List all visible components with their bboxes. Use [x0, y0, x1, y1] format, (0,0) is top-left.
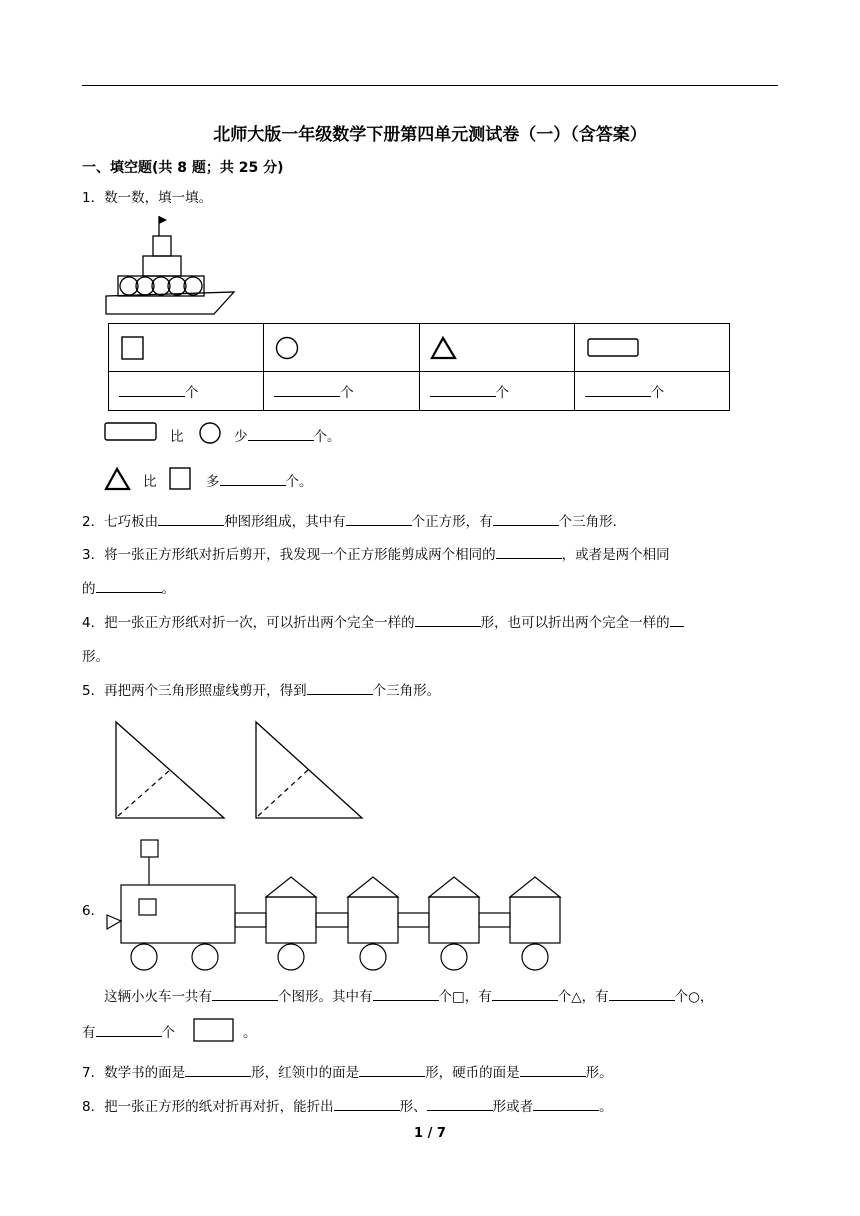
answer-blank[interactable] [158, 513, 224, 526]
answer-blank[interactable] [373, 988, 439, 1001]
answer-blank[interactable] [359, 1064, 425, 1077]
compare-line-2: 比 [143, 474, 157, 490]
answer-blank[interactable] [212, 988, 278, 1001]
question-6-text: 这辆小火车一共有 个图形。其中有 个□，有 个△，有 个○， [104, 989, 714, 1005]
question-7: 7．数学书的面是 形，红领巾的面是 形，硬币的面是 形。 [82, 1065, 613, 1081]
rectangle-icon [193, 1017, 235, 1043]
table-cell: 个 [264, 372, 419, 411]
shape-count-table [108, 323, 730, 411]
rectangle-icon [585, 335, 641, 361]
answer-blank[interactable] [334, 1098, 400, 1111]
table-cell: 个 [419, 372, 574, 411]
answer-blank[interactable] [346, 513, 412, 526]
answer-blank[interactable] [430, 384, 496, 397]
answer-blank[interactable] [96, 1024, 162, 1037]
table-cell [574, 324, 729, 372]
triangles-figure [112, 718, 372, 822]
table-cell: 个 [109, 372, 264, 411]
question-3: 3．将一张正方形纸对折后剪开，我发现一个正方形能剪成两个相同的 ，或者是两个相同 [82, 547, 670, 563]
rectangle-icon [104, 421, 158, 443]
question-8: 8．把一张正方形的纸对折再对折，能折出 形、 形或者 。 [82, 1099, 613, 1115]
answer-blank[interactable] [427, 1098, 493, 1111]
table-cell [419, 324, 574, 372]
triangle-icon [104, 466, 132, 492]
question-1: 1．数一数，填一填。 [82, 190, 213, 206]
table-cell [109, 324, 264, 372]
answer-blank[interactable] [533, 1098, 599, 1111]
compare-line-1: 比 [170, 429, 184, 445]
answer-blank[interactable] [609, 988, 675, 1001]
square-icon [119, 335, 145, 361]
question-2: 2．七巧板由 种图形组成，其中有 个正方形，有 个三角形. [82, 514, 617, 530]
table-cell [264, 324, 419, 372]
question-6: 6． [82, 903, 105, 919]
circle-icon [274, 335, 300, 361]
answer-blank[interactable] [520, 1064, 586, 1077]
answer-blank[interactable] [492, 988, 558, 1001]
answer-blank[interactable] [96, 580, 162, 593]
answer-blank[interactable] [307, 682, 373, 695]
circle-icon [198, 421, 222, 445]
answer-blank[interactable] [274, 384, 340, 397]
answer-blank[interactable] [585, 384, 651, 397]
answer-blank[interactable] [248, 428, 314, 441]
page-title: 北师大版一年级数学下册第四单元测试卷（一）（含答案） [213, 125, 647, 145]
boat-figure [104, 214, 238, 316]
answer-blank[interactable] [119, 384, 185, 397]
answer-blank[interactable] [496, 546, 562, 559]
answer-blank[interactable] [185, 1064, 251, 1077]
answer-blank[interactable] [415, 614, 481, 627]
question-5: 5．再把两个三角形照虚线剪开，得到 个三角形。 [82, 683, 441, 699]
table-cell: 个 [574, 372, 729, 411]
square-icon [168, 466, 194, 492]
triangle-icon [430, 335, 458, 361]
answer-blank[interactable] [670, 614, 684, 627]
header-rule [82, 85, 778, 86]
page-number: 1 / 7 [414, 1126, 446, 1141]
question-4: 4．把一张正方形纸对折一次，可以折出两个完全一样的 形，也可以折出两个完全一样的 [82, 611, 684, 631]
answer-blank[interactable] [220, 473, 286, 486]
answer-blank[interactable] [493, 513, 559, 526]
train-figure [104, 837, 564, 971]
section-heading: 一、填空题(共 8 题；共 25 分) [82, 160, 284, 176]
